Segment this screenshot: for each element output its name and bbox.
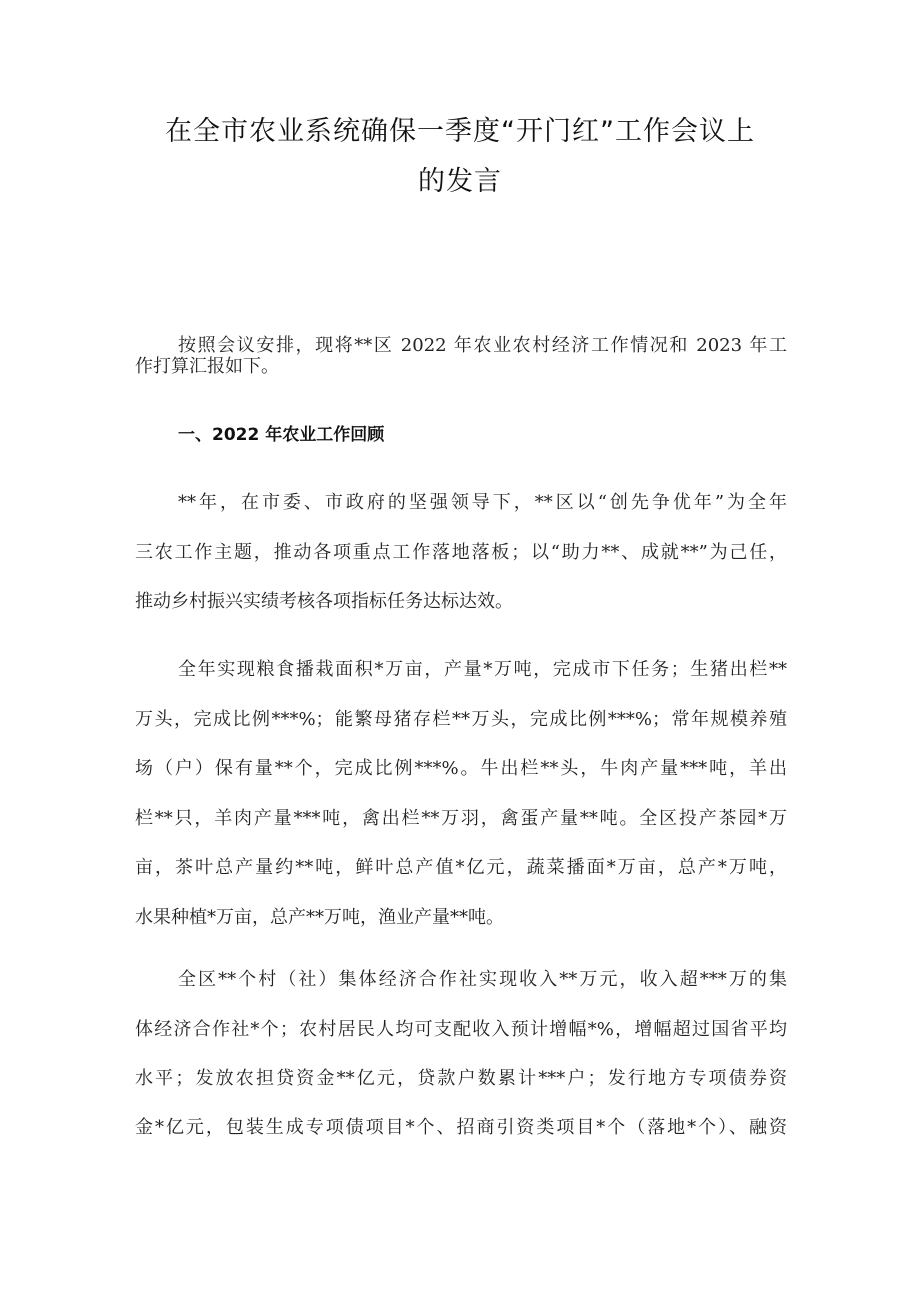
paragraph-2-line-3: 推动乡村振兴实绩考核各项指标任务达标达效。 xyxy=(135,591,513,612)
paragraph-1-line-1: 按照会议安排，现将**区 2022 年农业农村经济工作情况和 2023 年工 xyxy=(178,335,787,356)
paragraph-1-line-2: 作打算汇报如下。 xyxy=(135,356,279,377)
paragraph-3-line-4: 栏**只，羊肉产量***吨，禽出栏**万羽，禽蛋产量**吨。全区投产茶园*万 xyxy=(135,808,787,829)
document-title-line-2: 的发言 xyxy=(418,166,502,197)
paragraph-3-line-2: 万头，完成比例***%；能繁母猪存栏**万头，完成比例***%；常年规模养殖 xyxy=(135,709,787,730)
paragraph-3-line-3: 场（户）保有量**个，完成比例***%。牛出栏**头，牛肉产量***吨，羊出 xyxy=(135,758,787,779)
paragraph-3-line-5: 亩，茶叶总产量约**吨，鲜叶总产值*亿元，蔬菜播面*万亩，总产*万吨， xyxy=(135,857,787,878)
paragraph-4-line-3: 水平；发放农担贷资金**亿元，贷款户数累计***户；发行地方专项债券资 xyxy=(135,1068,787,1089)
document-title-line-1: 在全市农业系统确保一季度“开门红”工作会议上 xyxy=(165,116,755,147)
paragraph-4-line-4: 金*亿元，包装生成专项债项目*个、招商引资类项目*个（落地*个）、融资 xyxy=(135,1117,787,1138)
paragraph-2-line-1: **年，在市委、市政府的坚强领导下，**区以“创先争优年”为全年 xyxy=(178,492,787,513)
paragraph-4-line-1: 全区**个村（社）集体经济合作社实现收入**万元，收入超***万的集 xyxy=(178,969,787,990)
paragraph-4-line-2: 体经济合作社*个；农村居民人均可支配收入预计增幅*%，增幅超过国省平均 xyxy=(135,1019,787,1040)
paragraph-2-line-2: 三农工作主题，推动各项重点工作落地落板；以“助力**、成就**”为己任， xyxy=(135,542,787,563)
paragraph-3-line-1: 全年实现粮食播栽面积*万亩，产量*万吨，完成市下任务；生猪出栏** xyxy=(178,659,787,680)
section-heading-1: 一、2022 年农业工作回顾 xyxy=(178,425,385,445)
paragraph-3-line-6: 水果种植*万亩，总产**万吨，渔业产量**吨。 xyxy=(135,907,504,928)
